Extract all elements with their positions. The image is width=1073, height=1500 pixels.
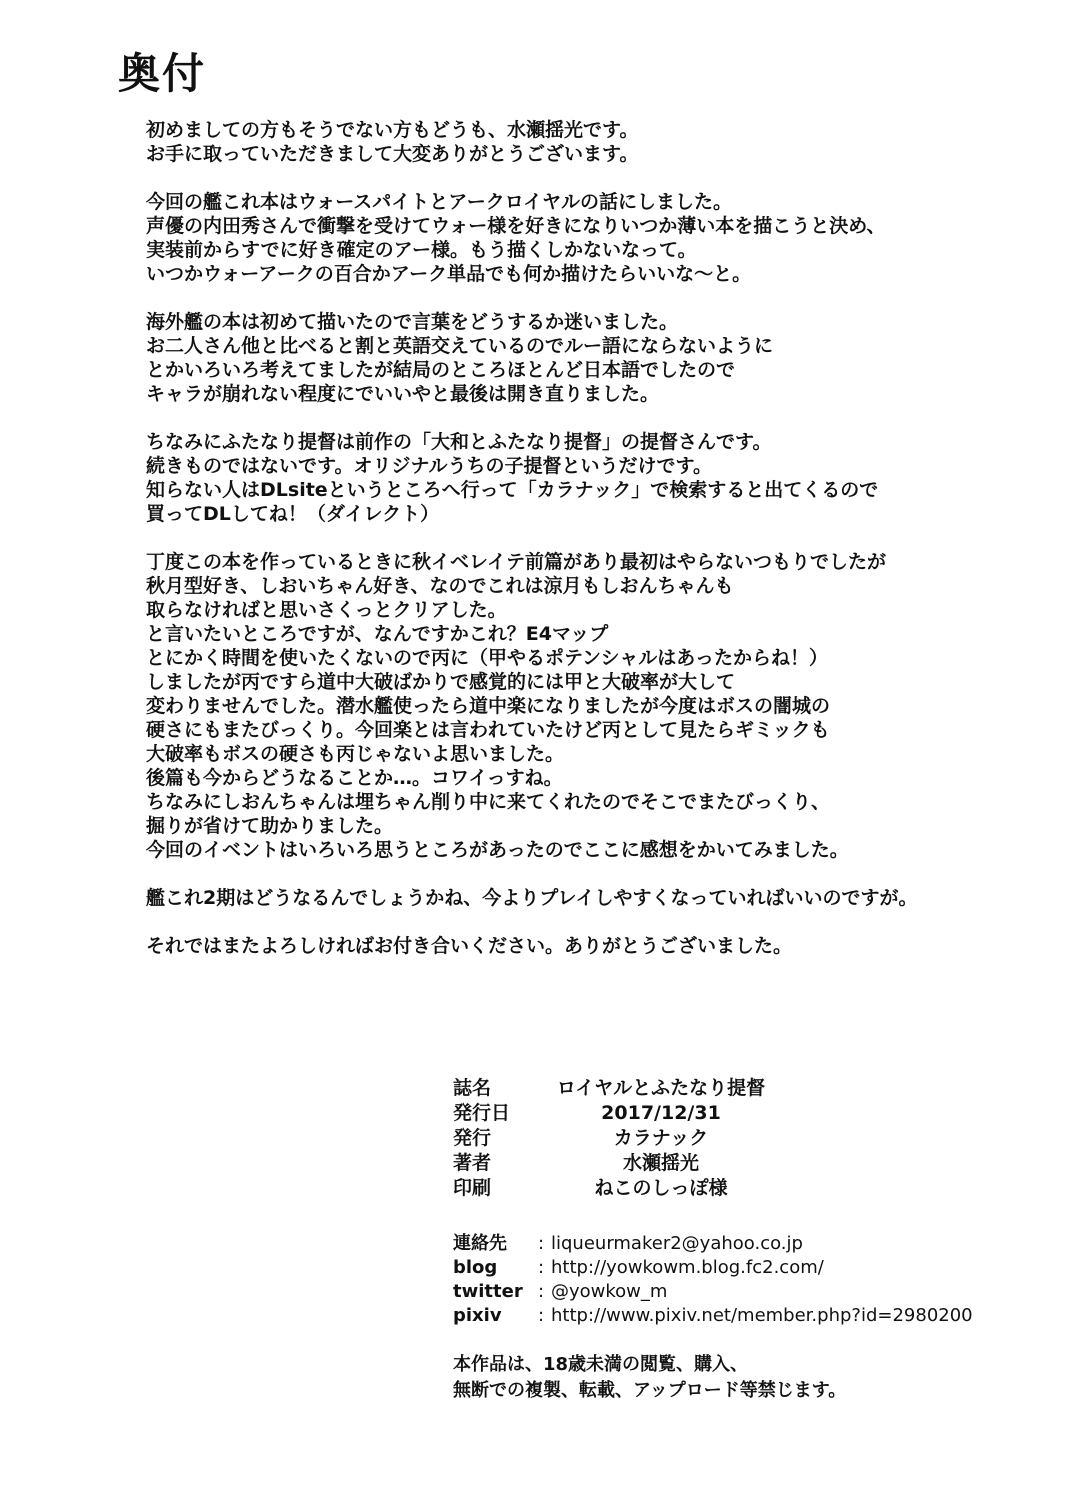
text-line: それではまたよろしければお付き合いください。ありがとうございました。 (146, 935, 793, 957)
text-line: 丁度この本を作っているときに秋イベレイテ前篇があり最初はやらないつもりでしたが (146, 551, 887, 573)
text-line: 実装前からすでに好き確定のアー様。もう描くしかないなって。 (146, 239, 697, 261)
text-line: 今回のイベントはいろいろ思うところがあったのでここに感想をかいてみました。 (146, 839, 849, 861)
contact-blog-url: http://yowkowm.blog.fc2.com/ (551, 1257, 824, 1278)
text-line: ちなみにしおんちゃんは埋ちゃん削り中に来てくれたのでそこでまたびっくり、 (146, 791, 831, 813)
colophon-value: カラナック (613, 1127, 709, 1149)
contact-separator: : (537, 1233, 545, 1254)
text-line: 大破率もボスの硬さも丙じゃないよ思いました。 (146, 743, 565, 765)
text-line: ちなみにふたなり提督は前作の「大和とふたなり提督」の提督さんです。 (146, 431, 772, 453)
paragraph-event (146, 550, 1006, 862)
colophon-label: 誌名 (453, 1077, 492, 1099)
colophon-label: 発行日 (453, 1102, 511, 1124)
colophon-row-date (453, 1101, 781, 1126)
text-line: 秋月型好き、しおいちゃん好き、なのでこれは涼月もしおんちゃんも (146, 575, 734, 597)
text-line: 今回の艦これ本はウォースパイトとアークロイヤルの話にしました。 (146, 191, 732, 213)
text-line: いつかウォーアークの百合かアーク単品でも何か描けたらいいな～と。 (146, 263, 752, 285)
text-line: 変わりませんでした。潜水艦使ったら道中楽になりましたが今度はボスの闇城の (146, 695, 831, 717)
colophon-value: 水瀬揺光 (622, 1152, 699, 1174)
colophon-row-publisher (453, 1126, 781, 1151)
text-line: 艦これ2期はどうなるんでしょうかね、今よりプレイしやすくなっていればいいのですが。 (146, 887, 918, 909)
text-line: 続きものではないです。オリジナルうちの子提督というだけです。 (146, 455, 713, 477)
colophon-value: ロイヤルとふたなり提督 (556, 1077, 766, 1099)
text-line: 声優の内田秀さんで衝撃を受けてウォー様を好きになりいつか薄い本を描こうと決め、 (146, 215, 886, 237)
age-restriction-notice (453, 1352, 846, 1404)
paragraph-greeting (146, 118, 1006, 166)
text-line: キャラが崩れない程度にでいいやと最後は開き直りました。 (146, 383, 660, 405)
contact-row-pixiv (453, 1304, 973, 1328)
paragraph-theme (146, 190, 1006, 286)
contact-pixiv-url: http://www.pixiv.net/member.php?id=2980200 (551, 1305, 973, 1326)
text-line: 初めましての方もそうでない方もどうも、水瀬揺光です。 (146, 119, 639, 141)
colophon-value: 2017/12/31 (601, 1102, 721, 1124)
colophon-row-printer (453, 1176, 781, 1201)
text-line: と言いたいところですが、なんですかこれ？E4マップ (146, 623, 609, 645)
notice-line: 無断での複製、転載、アップロード等禁じます。 (453, 1380, 847, 1401)
colophon-row-author (453, 1151, 781, 1176)
text-line: 知らない人はDLsiteというところへ行って「カラナック」で検索すると出てくるので (146, 479, 879, 501)
paragraph-second-season (146, 886, 1006, 910)
contact-label: blog (453, 1257, 498, 1278)
text-line: 海外艦の本は初めて描いたので言葉をどうするか迷いました。 (146, 311, 679, 333)
paragraph-previous-work (146, 430, 1006, 526)
colophon-value: ねこのしっぽ様 (594, 1177, 728, 1199)
contact-row-blog (453, 1256, 973, 1280)
afterword-body (146, 118, 1006, 958)
colophon-label: 著者 (453, 1152, 492, 1174)
contact-separator: : (537, 1281, 545, 1302)
text-line: 掘りが省けて助かりました。 (146, 815, 394, 837)
paragraph-closing (146, 934, 1006, 958)
contact-row-email (453, 1232, 973, 1256)
notice-line: 本作品は、18歳未満の閲覧、購入、 (453, 1354, 749, 1375)
contact-label: pixiv (453, 1305, 502, 1326)
contact-email: liqueurmaker2@yahoo.co.jp (551, 1233, 803, 1254)
contact-label: 連絡先 (453, 1233, 507, 1254)
text-line: とかいろいろ考えてましたが結局のところほとんど日本語でしたので (146, 359, 736, 381)
text-line: お二人さん他と比べると割と英語交えているのでルー語にならないように (146, 335, 774, 357)
text-line: 硬さにもまたびっくり。今回楽とは言われていたけど丙として見たらギミックも (146, 719, 830, 741)
text-line: とにかく時間を使いたくないので丙に（甲やるポテンシャルはあったからね！） (146, 647, 829, 669)
colophon-label: 印刷 (453, 1177, 492, 1199)
text-line: 取らなければと思いさくっとクリアした。 (146, 599, 507, 621)
paragraph-language (146, 310, 1006, 406)
contact-twitter-handle: @yowkow_m (551, 1281, 668, 1302)
colophon-label: 発行 (453, 1127, 492, 1149)
contact-separator: : (537, 1257, 545, 1278)
contact-list (453, 1232, 973, 1328)
text-line: 買ってDLしてね！（ダイレクト） (146, 503, 440, 525)
colophon-table (453, 1076, 781, 1201)
contact-label: twitter (453, 1281, 523, 1302)
contact-separator: : (537, 1305, 545, 1326)
text-line: 後篇も今からどうなることか…。コワイっすね。 (146, 767, 563, 789)
page-title: 奥付 (118, 49, 207, 98)
text-line: しましたが丙ですら道中大破ばかりで感覚的には甲と大破率が大して (146, 671, 736, 693)
text-line: お手に取っていただきまして大変ありがとうございます。 (146, 143, 639, 165)
colophon-row-title (453, 1076, 781, 1101)
contact-row-twitter (453, 1280, 973, 1304)
